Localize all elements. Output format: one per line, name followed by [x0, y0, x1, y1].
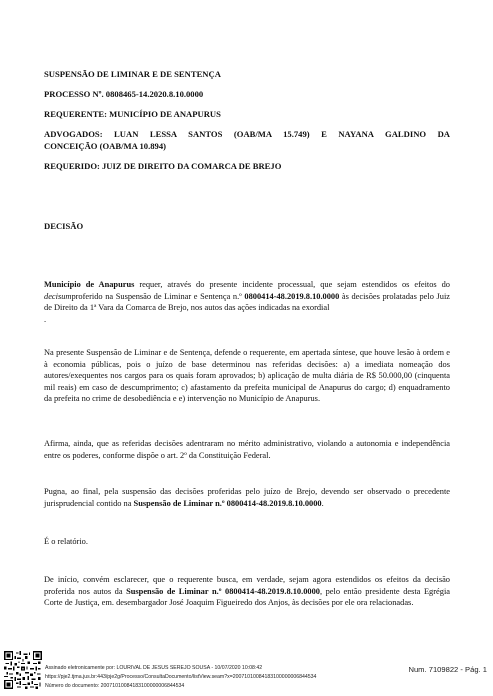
p1-bold-process: 0800414-48.2019.8.10.0000 — [244, 291, 340, 301]
document-url-link[interactable]: https://pje2.tjma.jus.br:443/pje2g/Processo/ConsultaDocumento/listView.seam?x=20071010084183100000006844534 — [45, 674, 317, 680]
decision-title: DECISÃO — [44, 221, 84, 231]
paragraph-6 — [44, 574, 450, 609]
paragraph-1 — [44, 279, 450, 325]
process-number: PROCESSO Nº. 0808465-14.2020.8.10.0000 — [44, 89, 204, 99]
document-number: Número do documento: 20071010084183100000006844534 — [45, 683, 185, 689]
requerente-line: REQUERENTE: MUNICÍPIO DE ANAPURUS — [44, 109, 221, 119]
paragraph-2: Na presente Suspensão de Liminar e de Sentença, defende o requerente, em apertada síntese, que houve lesão à ordem e à economia públicas, pois o juízo de base determinou nas referidas decisões: a) a imediata nomeação dos autores/exequentes nos cargos para os quais foram aprovados; b) aplicação de multa diária de R$ 50.000,00 (cinquenta mil reais) em caso de descumprimento; c) afastamento da prefeita municipal de Anapurus do cargo; d) enquadramento da prefeita no crime de desobediência e e) intervenção no Município de Anapurus. — [44, 348, 450, 404]
p1-text-a: requer, através do presente incidente processual, que sejam estendidos os efeitos do — [134, 280, 450, 289]
p4-text-b: . — [321, 498, 324, 508]
paragraph-5: É o relatório. — [44, 537, 88, 546]
page-number: Num. 7109822 - Pág. 1 — [408, 665, 487, 674]
p6-text-a: De início, convém esclarecer, que o requerente busca, em verdade, sejam agora estendidos os efeitos da decisão proferida nos autos da — [44, 575, 450, 596]
p6-text-b: , pelo então presidente desta Egrégia Corte de Justiça, em. desembargador José Joaquim Figueiredo dos Anjos, às decisões por ele ora relacionadas. — [44, 586, 450, 608]
p4-bold-suspension: Suspensão de Liminar n.º 0800414-48.2019.8.10.0000 — [133, 498, 322, 508]
requerido-line: REQUERIDO: JUIZ DE DIREITO DA COMARCA DE BREJO — [44, 161, 282, 171]
p4-text-a: Pugna, ao final, pela suspensão das decisões proferidas pelo juízo de Brejo, devendo ser observado o precedente jurisprudencial contido na — [44, 487, 450, 508]
paragraph-4 — [44, 486, 450, 509]
signature-line: Assinado eletronicamente por: LOURIVAL DE JESUS SEREJO SOUSA - 10/07/2020 10:08:42 — [45, 665, 263, 671]
p6-bold-suspension: Suspensão de Liminar n.º 0800414-48.2019.8.10.0000 — [126, 586, 320, 596]
p1-text-d: . — [44, 314, 47, 324]
p1-text-b: proferido na Suspensão de Liminar e Sentença n.º — [71, 291, 245, 301]
p1-bold-municipio: Município de Anapurus — [44, 280, 135, 289]
advogados-line: ADVOGADOS: LUAN LESSA SANTOS (OAB/MA 15.749) E NAYANA GALDINO DA — [44, 129, 450, 139]
p1-text-c: às decisões prolatadas pelo Juiz de Direito da 1ª Vara da Comarca de Brejo, nos autos das ações indicadas na exordial — [44, 291, 450, 313]
advogados-line-cont: CONCEIÇÃO (OAB/MA 10.894) — [44, 141, 166, 151]
paragraph-3: Afirma, ainda, que as referidas decisões adentraram no mérito administrativo, violando a autonomia e independência entre os poderes, conforme dispõe o art. 2º da Constituição Federal. — [44, 439, 450, 460]
p1-italic-decisum: decisum — [44, 291, 72, 301]
case-type-heading: SUSPENSÃO DE LIMINAR E DE SENTENÇA — [44, 69, 221, 79]
qr-code-icon — [4, 651, 42, 689]
